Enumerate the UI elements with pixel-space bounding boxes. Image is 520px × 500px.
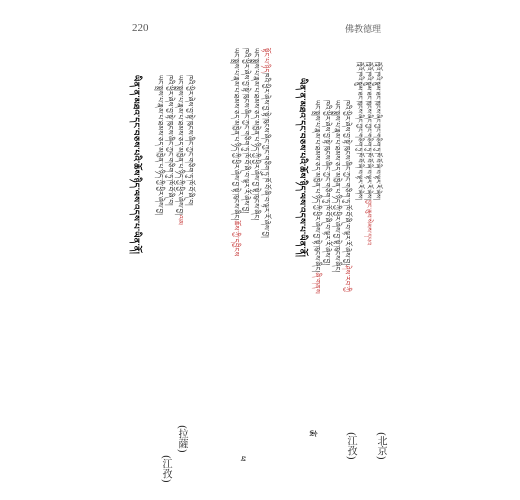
text-line (313, 100, 320, 425)
bold-verse-line: ཡིན་ན་མཐའ་དང་བཅས་པའི་ཆོས་ཉིད་ལས་འདས་པ་ཡིན་ནོ། (131, 75, 142, 255)
running-title: 佛教德理 (345, 25, 382, 35)
text-line (343, 100, 350, 425)
highlighted-term: ཞི་གནས (312, 272, 321, 294)
text-line: ཁཱོའོ་ཁའི་སྣུམ་ཐང་ཁུངས་ཞིང་ཀྱང་གཅིག་ཏུ་ཁོ་བོ་ཞི་བ་ལྟར་རོ་ཞེས། (356, 62, 364, 200)
text-line: ཁའི་ཕྱིར་ཞེས་བྱ་སྟེ་ཁུངས་ཞིང་ཀྱང་གཅིག་ཏུ་ཁོ་བོ་ཞི་བ་ལྟར་རོ་ཞེས་བྱ། (241, 48, 250, 214)
text-line: ཡང་སྨྲས་པ་རྣམ་པ་ཐམས་ཅད་མཁྱེན་པ་ཉིད་ཀྱི་ཕྱིར་ཞེས་བྱ་སྟེ་ཁུངས་ཞིང། (251, 48, 260, 221)
text-segment: ཡང་སྨྲས་པ་རྣམ་པ་ཐམས་ཅད་མཁྱེན་པ་ཉིད་ཀྱི་ཕྱིར་ཞེས་བྱ། (175, 75, 184, 215)
text-line (262, 48, 269, 448)
text-line (365, 62, 371, 422)
highlighted-term: ཆོས་ཀྱི་དབྱིངས (231, 220, 240, 257)
highlighted-term: སྟོང་པ་ཉིད (261, 48, 270, 73)
text-line: ཁའི་ཕྱིར་ཞེས་བྱ་སྟེ་ཁུངས་ཞིང་ཀྱང་གཅིག་ཏུ་ཁོ་བོ་ཞི་བ། (165, 75, 174, 206)
text-segment: ཁའི་ཕྱིར་ཞེས་བྱ་སྟེ་ཁུངས་ཞིང་ཀྱང་གཅིག་ཏུ་ཁོ་བོ་ཞི་བ་ལྟར་རོ་ཞེས་བྱ། (342, 100, 351, 266)
edition-label-lhasa: (拉薩) (176, 425, 187, 453)
page-number: 220 (132, 22, 149, 34)
text-line: ཁཱོའོ་ཁའི་སྣུམ་ཐང་ཁུངས་ཞིང་ཀྱང་གཅིག་ཏུ་ཁོ་བོ་ཞི་བ་ལྟར་རོ་ཞེས། (374, 62, 382, 200)
text-line: ཁའི་ཕྱིར་ཞེས་བྱ་སྟེ་ཁུངས་ཞིང་ཀྱང་གཅིག་ཏུ་ཁོ་བོ་ཞི་བ་ལྟར་རོ་ཞེས་བྱ། (322, 100, 331, 266)
text-segment: ཡང་སྨྲས་པ་རྣམ་པ་ཐམས་ཅད་མཁྱེན་པ་ཉིད་ཀྱི་ཕྱིར་ཞེས་བྱ་སྟེ་ཁུངས་ཞིང། (312, 100, 321, 273)
text-line: ཡང་སྨྲས་པ་རྣམ་པ་ཐམས་ཅད་མཁྱེན་པ་ཉིད་ཀྱི་ཕྱིར་ཞེས་བྱ་སྟེ་ཁུངས་ཞིང། (332, 100, 341, 273)
text-line: ཡང་སྨྲས་པ་རྣམ་པ་ཐམས་ཅད་མཁྱེན་པ་ཉིད་ཀྱི་ཕྱིར་ཞེས་བྱ། (155, 75, 164, 215)
text-segment: ཁཱོའོ་ཁའི་སྣུམ་ཐང་ཁུངས་ཞིང་ཀྱང་གཅིག་ཏུ་ཁོ་བོ་ཞི་བ་ལྟར་རོ་ཞེས། (365, 62, 373, 200)
section-end-mark: ཕ (238, 456, 247, 462)
text-segment: ཡང་སྨྲས་པ་རྣམ་པ་ཐམས་ཅད་མཁྱེན་པ་ཉིད་ཀྱི་ཕྱིར་ཞེས་བྱ་སྟེ་ཁུངས་ཞིང། (231, 48, 240, 221)
text-segment: ཁའི་ཕྱིར་ཞེས་བྱ་སྟེ་ཁུངས་ཞིང་ཀྱང་གཅིག་ཏུ་ཁོ་བོ་ཞི་བ་ལྟར་རོ་ཞེས་བྱ། (261, 72, 270, 238)
text-line (176, 75, 183, 420)
highlighted-term: ཤེས་རབ་ཀྱི (342, 265, 351, 293)
edition-label-gyantse-left: (江孜) (160, 455, 171, 483)
section-mark: ༀ (306, 430, 315, 437)
highlighted-term: ལམ (175, 214, 184, 226)
text-line (232, 48, 239, 448)
text-line: ཁའི་ཕྱིར་ཞེས་བྱ་སྟེ་ཁུངས་ཞིང་ཀྱང་གཅིག་ཏུ་ཁོ་བོ་ཞི་བ། (185, 75, 194, 206)
highlighted-term: བྱང་ཆུབ་སེམས་དཔའ (365, 199, 373, 246)
edition-label-beijing: (北京) (375, 432, 386, 460)
edition-label-gyantse: (江孜) (345, 432, 356, 460)
bold-verse-line: ཡིན་ན་མཐའ་དང་བཅས་པའི་ཆོས་ཉིད་ལས་འདས་པ་ཡིན་ནོ། (297, 78, 308, 258)
